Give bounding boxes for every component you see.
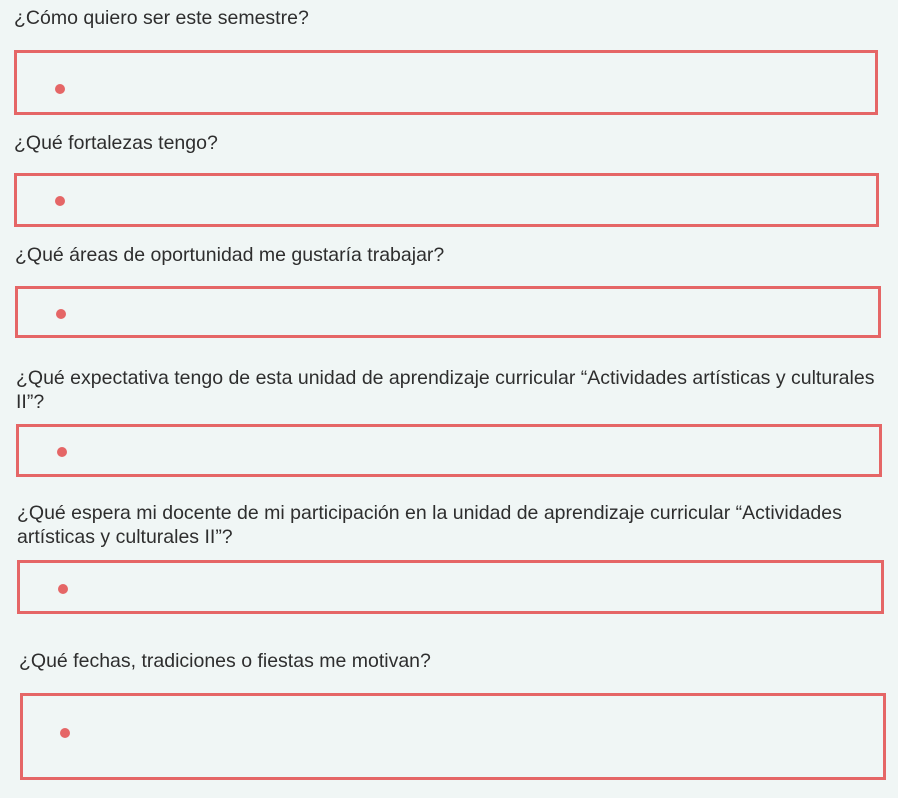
bullet-icon bbox=[55, 196, 65, 206]
bullet-icon bbox=[55, 84, 65, 94]
bullet-icon bbox=[57, 447, 67, 457]
answer-box-3[interactable] bbox=[15, 286, 881, 338]
bullet-icon bbox=[60, 728, 70, 738]
answer-box-4[interactable] bbox=[16, 424, 882, 477]
answer-box-5[interactable] bbox=[17, 560, 884, 614]
question-1: ¿Cómo quiero ser este semestre? bbox=[14, 7, 309, 29]
answer-box-6[interactable] bbox=[20, 693, 886, 780]
question-6: ¿Qué fechas, tradiciones o fiestas me motivan? bbox=[19, 650, 431, 672]
question-5: ¿Qué espera mi docente de mi participación en la unidad de aprendizaje curricular “Actividades artísticas y culturales II”? bbox=[17, 502, 842, 548]
question-3: ¿Qué áreas de oportunidad me gustaría trabajar? bbox=[15, 244, 445, 266]
bullet-icon bbox=[56, 309, 66, 319]
answer-box-2[interactable] bbox=[14, 173, 879, 227]
question-2: ¿Qué fortalezas tengo? bbox=[14, 132, 218, 154]
question-4: ¿Qué expectativa tengo de esta unidad de aprendizaje curricular “Actividades artísticas y culturales II”? bbox=[16, 367, 875, 413]
answer-box-1[interactable] bbox=[14, 50, 878, 115]
bullet-icon bbox=[58, 584, 68, 594]
